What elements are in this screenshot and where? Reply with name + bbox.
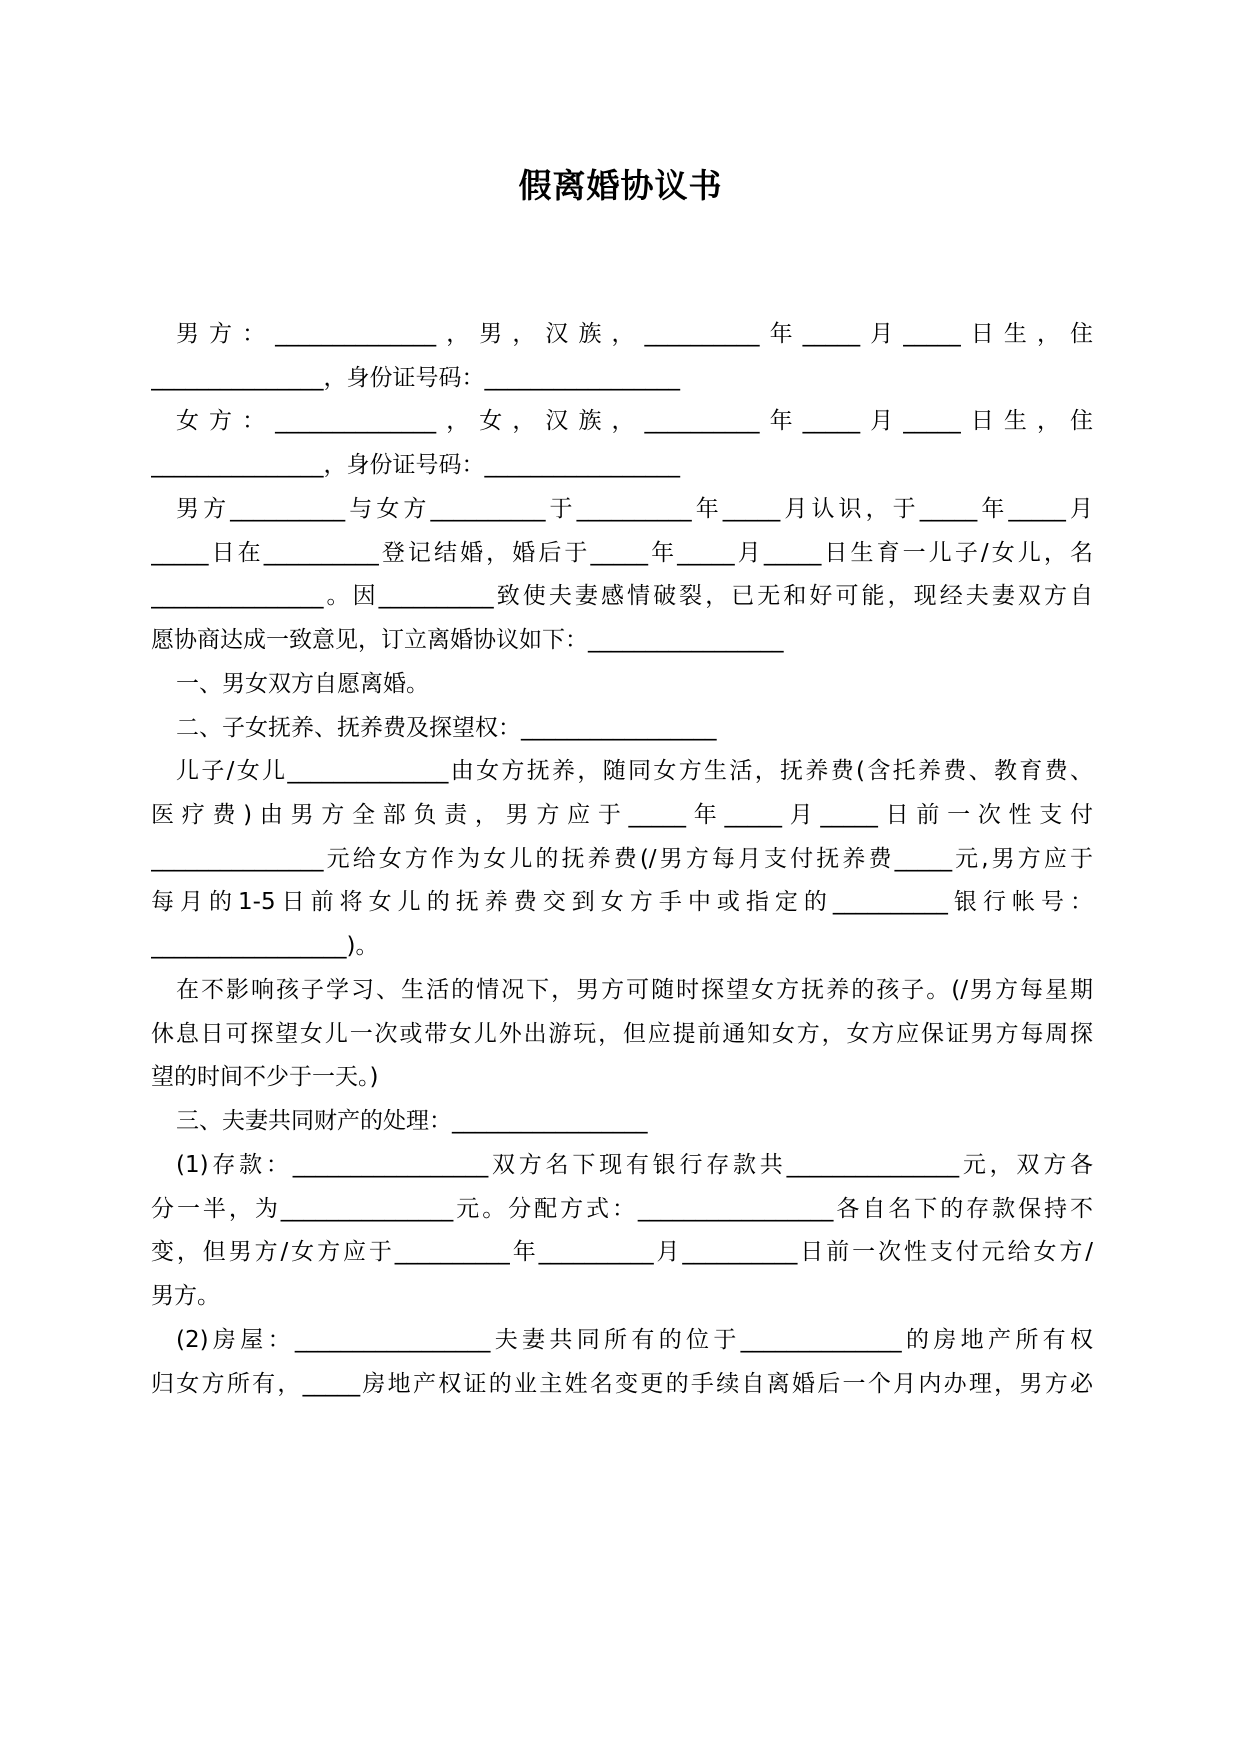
text-line: (2)房屋：_________________夫妻共同所有的位于______________的房地产所有权 [176, 1327, 1093, 1353]
text-line: 男方。 [151, 1283, 220, 1309]
text-line: 分一半，为_______________元。分配方式：_________________各自名下的存款保持不 [151, 1196, 1093, 1222]
text-line: _________________)。 [151, 933, 379, 959]
text-line: 归女方所有，_____房地产权证的业主姓名变更的手续自离婚后一个月内办理，男方必 [151, 1371, 1093, 1397]
text-line: (1)存款：_________________双方名下现有银行存款共_______________元，双方各 [176, 1152, 1093, 1178]
text-line: _______________。因__________致使夫妻感情破裂，已无和好可能，现经夫妻双方自 [151, 583, 1093, 609]
section-heading: 三、夫妻共同财产的处理：_________________ [176, 1108, 648, 1134]
text-line: 儿子/女儿______________由女方抚养，随同女方生活，抚养费(含托养费、教育费、 [176, 758, 1093, 784]
text-line: 望的时间不少于一天。) [151, 1064, 379, 1090]
text-line: 女方：______________，女，汉族，__________年_____月_____日生，住 [176, 408, 1093, 434]
document-title: 假离婚协议书 [518, 166, 723, 205]
text-line: 男方：______________，男，汉族，__________年_____月_____日生，住 [176, 321, 1093, 347]
text-line: 医疗费)由男方全部负责，男方应于_____年_____月_____日前一次性支付 [151, 802, 1093, 828]
text-line: _____日在__________登记结婚，婚后于_____年_____月_____日生育一儿子/女儿，名 [151, 540, 1093, 566]
text-line: 每月的1-5日前将女儿的抚养费交到女方手中或指定的__________银行帐号： [151, 889, 1093, 915]
section-heading: 一、男女双方自愿离婚。 [176, 671, 429, 697]
section-heading: 二、子女抚养、抚养费及探望权：_________________ [176, 715, 717, 741]
text-line: 愿协商达成一致意见，订立离婚协议如下：_________________ [151, 627, 784, 653]
text-line: 变，但男方/女方应于__________年__________月__________日前一次性支付元给女方/ [151, 1239, 1093, 1265]
text-line: _______________，身份证号码：_________________ [151, 365, 680, 391]
text-line: 男方__________与女方__________于__________年_____月认识，于_____年_____月 [176, 496, 1093, 522]
text-line: 休息日可探望女儿一次或带女儿外出游玩，但应提前通知女方，女方应保证男方每周探 [151, 1021, 1093, 1047]
text-line: _______________，身份证号码：_________________ [151, 452, 680, 478]
text-line: _______________元给女方作为女儿的抚养费(/男方每月支付抚养费_____元,男方应于 [151, 846, 1093, 872]
text-line: 在不影响孩子学习、生活的情况下，男方可随时探望女方抚养的孩子。(/男方每星期 [176, 977, 1093, 1003]
